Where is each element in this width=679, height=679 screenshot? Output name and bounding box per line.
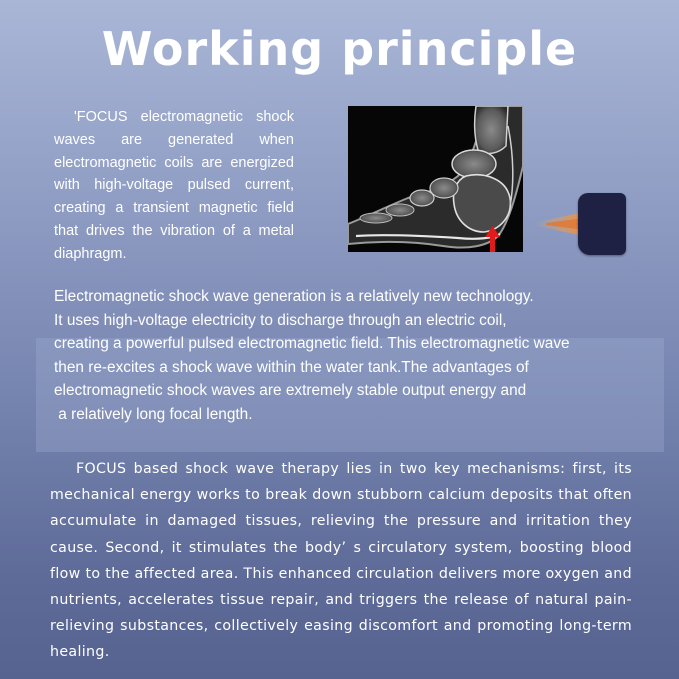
- generation-line: It uses high-voltage electricity to discharge through an electric coil,: [54, 311, 507, 329]
- shockwave-beam-icon: [536, 206, 584, 242]
- generation-paragraph: [54, 285, 654, 427]
- generation-line: then re-excites a shock wave within the water tank.The advantages of: [54, 358, 529, 376]
- foot-mri-image: [348, 106, 523, 252]
- generation-line: creating a powerful pulsed electromagnetic field. This electromagnetic wave: [54, 335, 570, 353]
- intro-paragraph: 'FOCUS electromagnetic shock waves are generated when electromagnetic coils are energized with high-voltage pulsed current, creating a transient magnetic field that drives the vibration of a metal diaphragm.: [54, 109, 294, 262]
- generation-line: a relatively long focal length.: [54, 405, 253, 423]
- shockwave-applicator-icon: [578, 193, 626, 255]
- generation-line: Electromagnetic shock wave generation is a relatively new technology.: [54, 288, 534, 305]
- mechanism-paragraph: FOCUS based shock wave therapy lies in two key mechanisms: first, its mechanical energy works to break down stubborn calcium deposits that often accumulate in damaged tissues, relieving the pressure and irritation they cause. Second, it stimulates the body’ s circulatory system, boosting blood flow to the affected area. This enhanced circulation delivers more oxygen and nutrients, accelerates tissue repair, and triggers the release of natural pain-relieving substances, collectively easing discomfort and promoting long-term healing.: [50, 461, 632, 661]
- generation-line: electromagnetic shock waves are extremely stable output energy and: [54, 382, 527, 400]
- page-title: Working principle: [101, 22, 578, 76]
